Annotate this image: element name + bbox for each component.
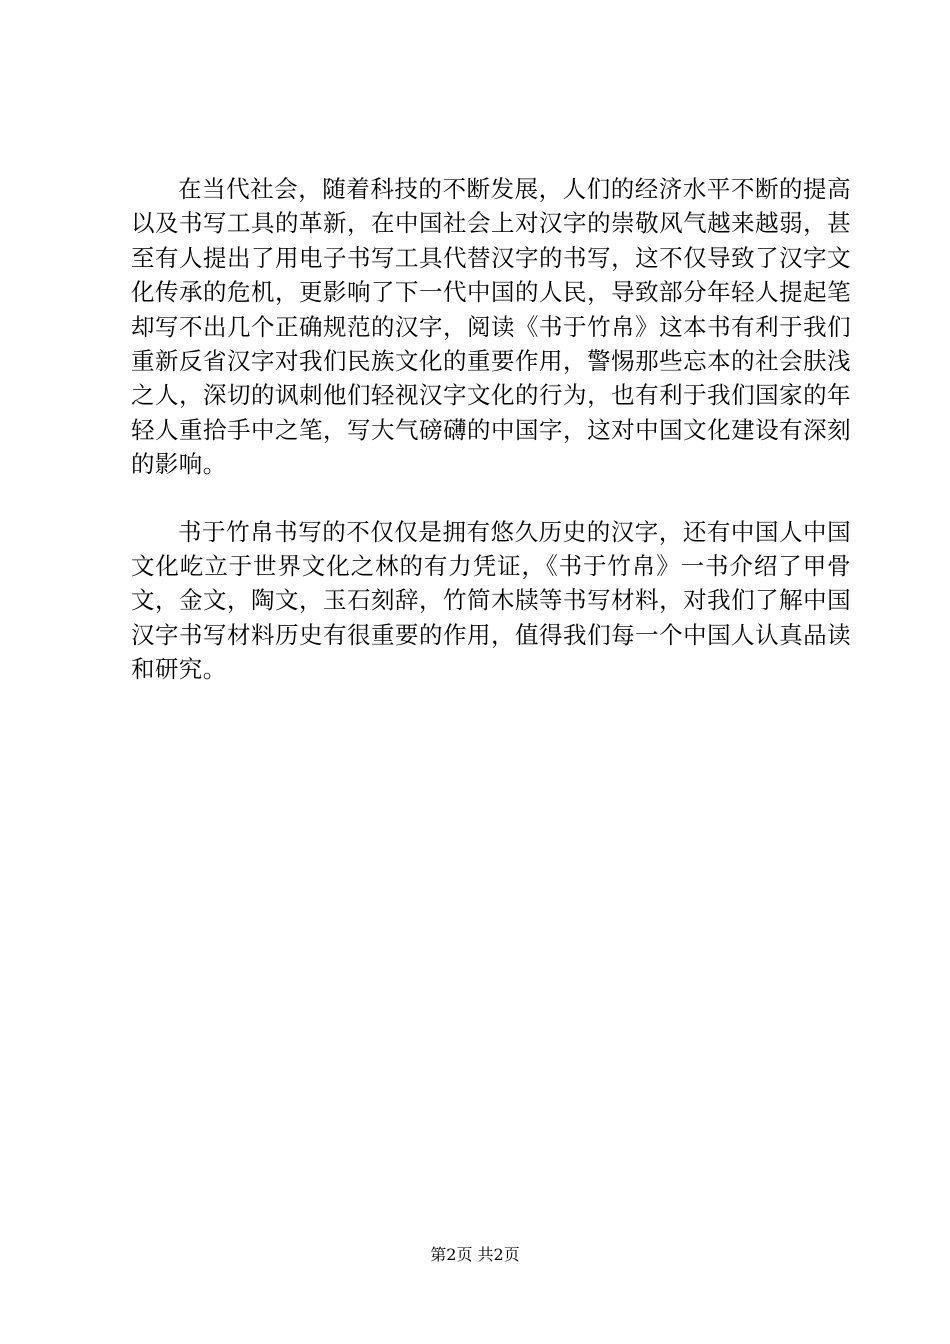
document-body <box>131 172 851 687</box>
paragraph: 书于竹帛书写的不仅仅是拥有悠久历史的汉字，还有中国人中国文化屹立于世界文化之林的有力凭证，《书于竹帛》一书介绍了甲骨文，金文，陶文，玉石刻辞，竹简木牍等书写材料，对我们了解中国汉字书写材料历史有很重要的作用，值得我们每一个中国人认真品读和研究。 <box>131 517 851 684</box>
paragraph: 在当代社会，随着科技的不断发展，人们的经济水平不断的提高以及书写工具的革新，在中国社会上对汉字的崇敬风气越来越弱，甚至有人提出了用电子书写工具代替汉字的书写，这不仅导致了汉字文化传承的危机，更影响了下一代中国的人民，导致部分年轻人提起笔却写不出几个正确规范的汉字，阅读《书于竹帛》这本书有利于我们重新反省汉字对我们民族文化的重要作用，警惕那些忘本的社会肤浅之人，深切的讽刺他们轻视汉字文化的行为，也有利于我们国家的年轻人重拾手中之笔，写大气磅礴的中国字，这对中国文化建设有深刻的影响。 <box>131 175 851 479</box>
page-number-footer: 第2页 共2页 <box>430 1245 520 1264</box>
